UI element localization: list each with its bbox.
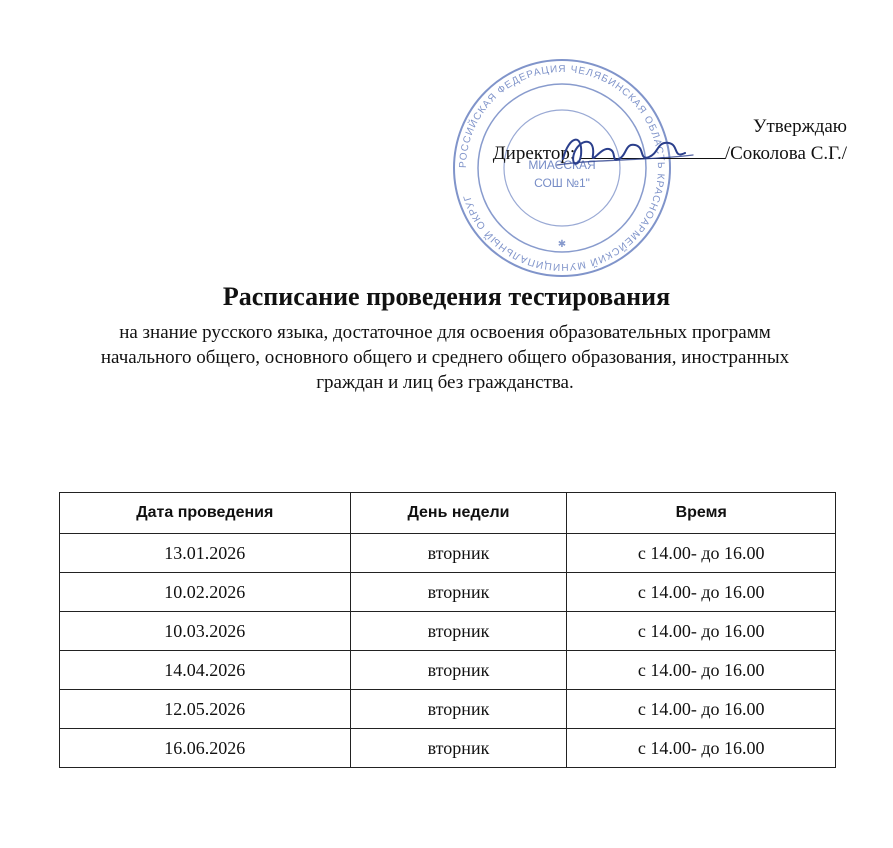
stamp-center-line1: МИАССКАЯ (528, 158, 596, 172)
page-title: Расписание проведения тестирования (222, 282, 671, 311)
header-time: Время (567, 493, 836, 534)
cell-date: 12.05.2026 (60, 690, 351, 729)
page-subtitle: на знание русского языка, достаточное для освоения образовательных программ начального общего, основного общего и среднего общего образования, иностранных граждан и лиц без гражданства. (100, 322, 790, 393)
handwritten-signature (555, 125, 695, 177)
cell-time: с 14.00- до 16.00 (567, 534, 836, 573)
table-header-row (60, 493, 836, 534)
table-row (60, 534, 836, 573)
table-row (60, 612, 836, 651)
director-label: Директор: (492, 143, 576, 164)
cell-weekday: вторник (350, 612, 567, 651)
cell-date: 10.02.2026 (60, 573, 351, 612)
cell-weekday: вторник (350, 690, 567, 729)
cell-time: с 14.00- до 16.00 (567, 690, 836, 729)
cell-time: с 14.00- до 16.00 (567, 612, 836, 651)
table-row (60, 729, 836, 768)
table-row (60, 651, 836, 690)
cell-date: 10.03.2026 (60, 612, 351, 651)
cell-weekday: вторник (350, 651, 567, 690)
cell-date: 16.06.2026 (60, 729, 351, 768)
cell-date: 13.01.2026 (60, 534, 351, 573)
director-name: /Соколова С.Г./ (724, 143, 847, 164)
approve-label: Утверждаю (753, 116, 847, 137)
stamp-star-icon: ✱ (557, 239, 567, 250)
stamp-ring-text: РОССИЙСКАЯ ФЕДЕРАЦИЯ ЧЕЛЯБИНСКАЯ ОБЛАСТЬ КРАСНОАРМЕЙСКИЙ МУНИЦИПАЛЬНЫЙ ОКРУГ (457, 63, 667, 273)
cell-time: с 14.00- до 16.00 (567, 573, 836, 612)
schedule-table (59, 492, 836, 768)
cell-date: 14.04.2026 (60, 651, 351, 690)
stamp-center-line2: СОШ №1" (534, 176, 590, 190)
header-weekday: День недели (350, 493, 567, 534)
table-row (60, 573, 836, 612)
table-row (60, 690, 836, 729)
cell-weekday: вторник (350, 573, 567, 612)
cell-weekday: вторник (350, 729, 567, 768)
cell-weekday: вторник (350, 534, 567, 573)
cell-time: с 14.00- до 16.00 (567, 651, 836, 690)
header-date: Дата проведения (60, 493, 351, 534)
cell-time: с 14.00- до 16.00 (567, 729, 836, 768)
